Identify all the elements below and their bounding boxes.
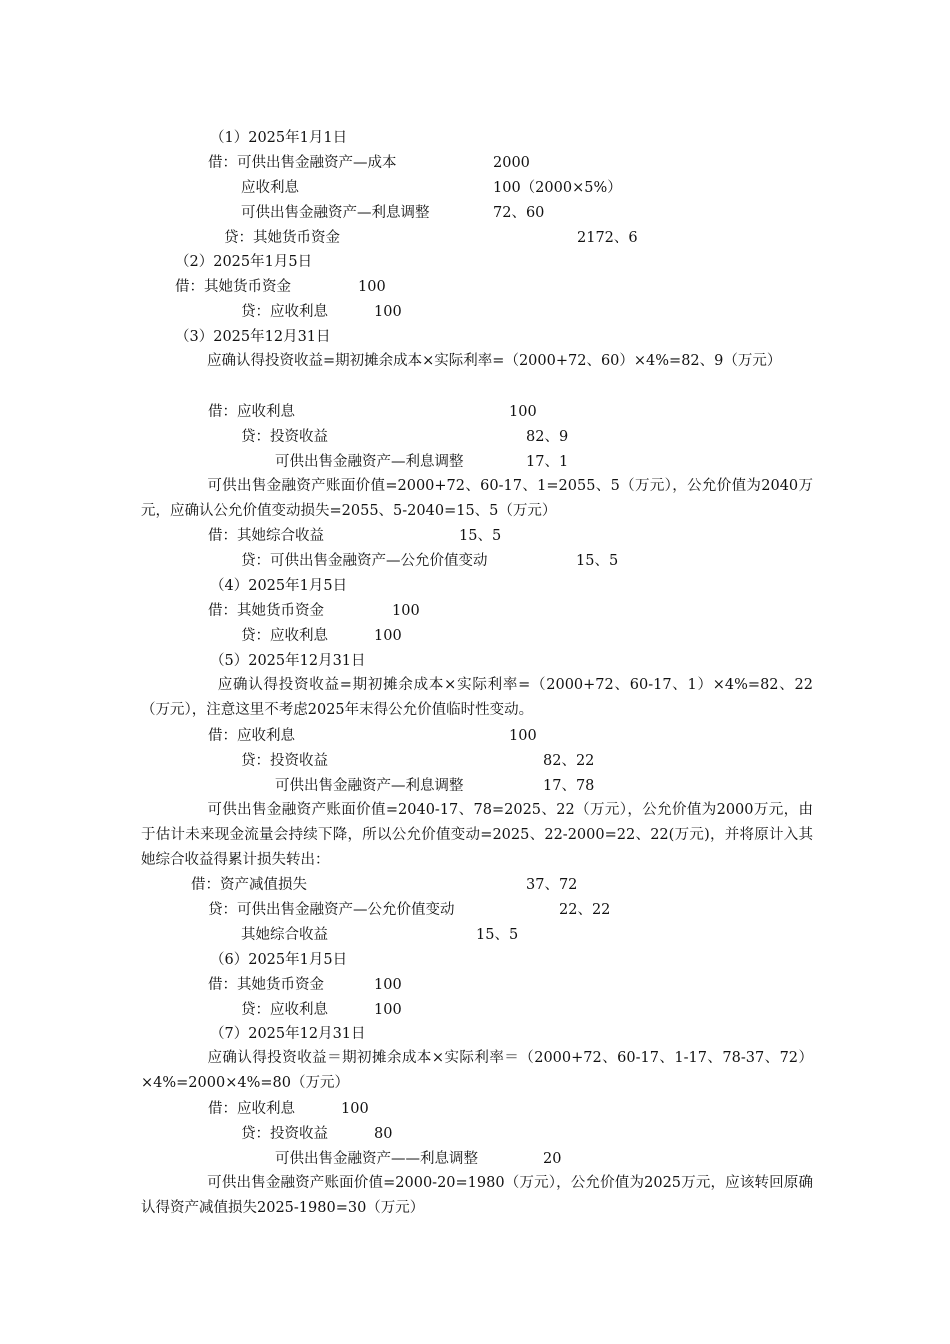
section-heading: （5）2025年12月31日 [210, 653, 366, 669]
entry-amount: 82、22 [543, 753, 595, 769]
credit-entry: 贷：投资收益 [241, 753, 328, 769]
explanation-paragraph [141, 349, 813, 374]
explanation-paragraph [141, 474, 813, 524]
entry-amount: 15、5 [459, 528, 502, 544]
debit-entry: 借：其她货币资金 [208, 603, 324, 619]
entry-amount: 37、72 [526, 877, 578, 893]
entry-amount: 2172、6 [577, 230, 638, 246]
credit-entry: 贷：应收利息 [241, 1002, 328, 1018]
section-heading: （7）2025年12月31日 [210, 1026, 366, 1042]
paragraph-text: 应确认得投资收益=期初摊余成本×实际利率=（2000+72、60）×4%=82、9（万元） [207, 353, 782, 369]
explanation-paragraph [141, 1171, 813, 1221]
entry-amount: 100 [374, 977, 402, 993]
credit-entry: 可供出售金融资产—利息调整 [275, 778, 464, 794]
debit-entry: 借：可供出售金融资产—成本 [208, 155, 397, 171]
debit-entry: 借：应收利息 [208, 1101, 295, 1117]
entry-amount: 17、1 [526, 454, 569, 470]
credit-entry: 其她综合收益 [241, 927, 328, 943]
entry-amount: 20 [543, 1151, 562, 1167]
credit-entry: 贷：其她货币资金 [224, 230, 340, 246]
entry-amount: 82、9 [526, 429, 569, 445]
entry-amount: 72、60 [493, 205, 545, 221]
explanation-paragraph [141, 798, 813, 872]
section-heading: （3）2025年12月31日 [175, 329, 331, 345]
section-heading: （4）2025年1月5日 [210, 578, 348, 594]
entry-amount: 100（2000×5%） [493, 180, 622, 196]
entry-amount: 100 [374, 628, 402, 644]
credit-entry: 贷：应收利息 [241, 628, 328, 644]
entry-amount: 17、78 [543, 778, 595, 794]
entry-amount: 100 [358, 279, 386, 295]
entry-amount: 100 [341, 1101, 369, 1117]
credit-entry: 可供出售金融资产——利息调整 [275, 1151, 478, 1167]
section-heading: （6）2025年1月5日 [210, 952, 348, 968]
section-heading: （2）2025年1月5日 [175, 254, 313, 270]
entry-amount: 22、22 [559, 902, 611, 918]
paragraph-text: 应确认得投资收益＝期初摊余成本×实际利率＝（2000+72、60-17、1-17、78-37、72）×4%=2000×4%=80（万元） [141, 1050, 813, 1091]
entry-amount: 100 [509, 404, 537, 420]
explanation-paragraph [141, 673, 813, 723]
credit-entry: 贷：投资收益 [241, 429, 328, 445]
paragraph-text: 可供出售金融资产账面价值=2040-17、78=2025、22（万元），公允价值为2000万元，由于估计未来现金流量会持续下降，所以公允价值变动=2025、22-2000=22、22(万元)，并将原计入其她综合收益得累计损失转出： [141, 802, 813, 868]
entry-amount: 100 [374, 304, 402, 320]
debit-entry: 应收利息 [241, 180, 299, 196]
credit-entry: 贷：可供出售金融资产—公允价值变动 [241, 553, 488, 569]
paragraph-text: 应确认得投资收益=期初摊余成本×实际利率=（2000+72、60-17、1）×4%=82、22（万元），注意这里不考虑2025年末得公允价值临时性变动。 [141, 677, 813, 718]
debit-entry: 借：其她货币资金 [175, 279, 291, 295]
section-heading: （1）2025年1月1日 [210, 130, 348, 146]
credit-entry: 贷：应收利息 [241, 304, 328, 320]
explanation-paragraph [141, 1046, 813, 1096]
entry-amount: 80 [374, 1126, 393, 1142]
debit-entry: 借：应收利息 [208, 728, 295, 744]
debit-entry: 可供出售金融资产—利息调整 [241, 205, 430, 221]
entry-amount: 15、5 [576, 553, 619, 569]
debit-entry: 借：其她货币资金 [208, 977, 324, 993]
entry-amount: 100 [392, 603, 420, 619]
debit-entry: 借：应收利息 [208, 404, 295, 420]
paragraph-text: 可供出售金融资产账面价值=2000-20=1980（万元），公允价值为2025万元，应该转回原确认得资产减值损失2025-1980=30（万元） [141, 1175, 813, 1216]
entry-amount: 2000 [493, 155, 530, 171]
credit-entry: 贷：可供出售金融资产—公允价值变动 [208, 902, 455, 918]
entry-amount: 100 [374, 1002, 402, 1018]
entry-amount: 15、5 [476, 927, 519, 943]
paragraph-text: 可供出售金融资产账面价值=2000+72、60-17、1=2055、5（万元），公允价值为2040万元，应确认公允价值变动损失=2055、5-2040=15、5（万元） [141, 478, 813, 519]
entry-amount: 100 [509, 728, 537, 744]
debit-entry: 借：资产减值损失 [191, 877, 307, 893]
debit-entry: 借：其她综合收益 [208, 528, 324, 544]
credit-entry: 可供出售金融资产—利息调整 [275, 454, 464, 470]
credit-entry: 贷：投资收益 [241, 1126, 328, 1142]
